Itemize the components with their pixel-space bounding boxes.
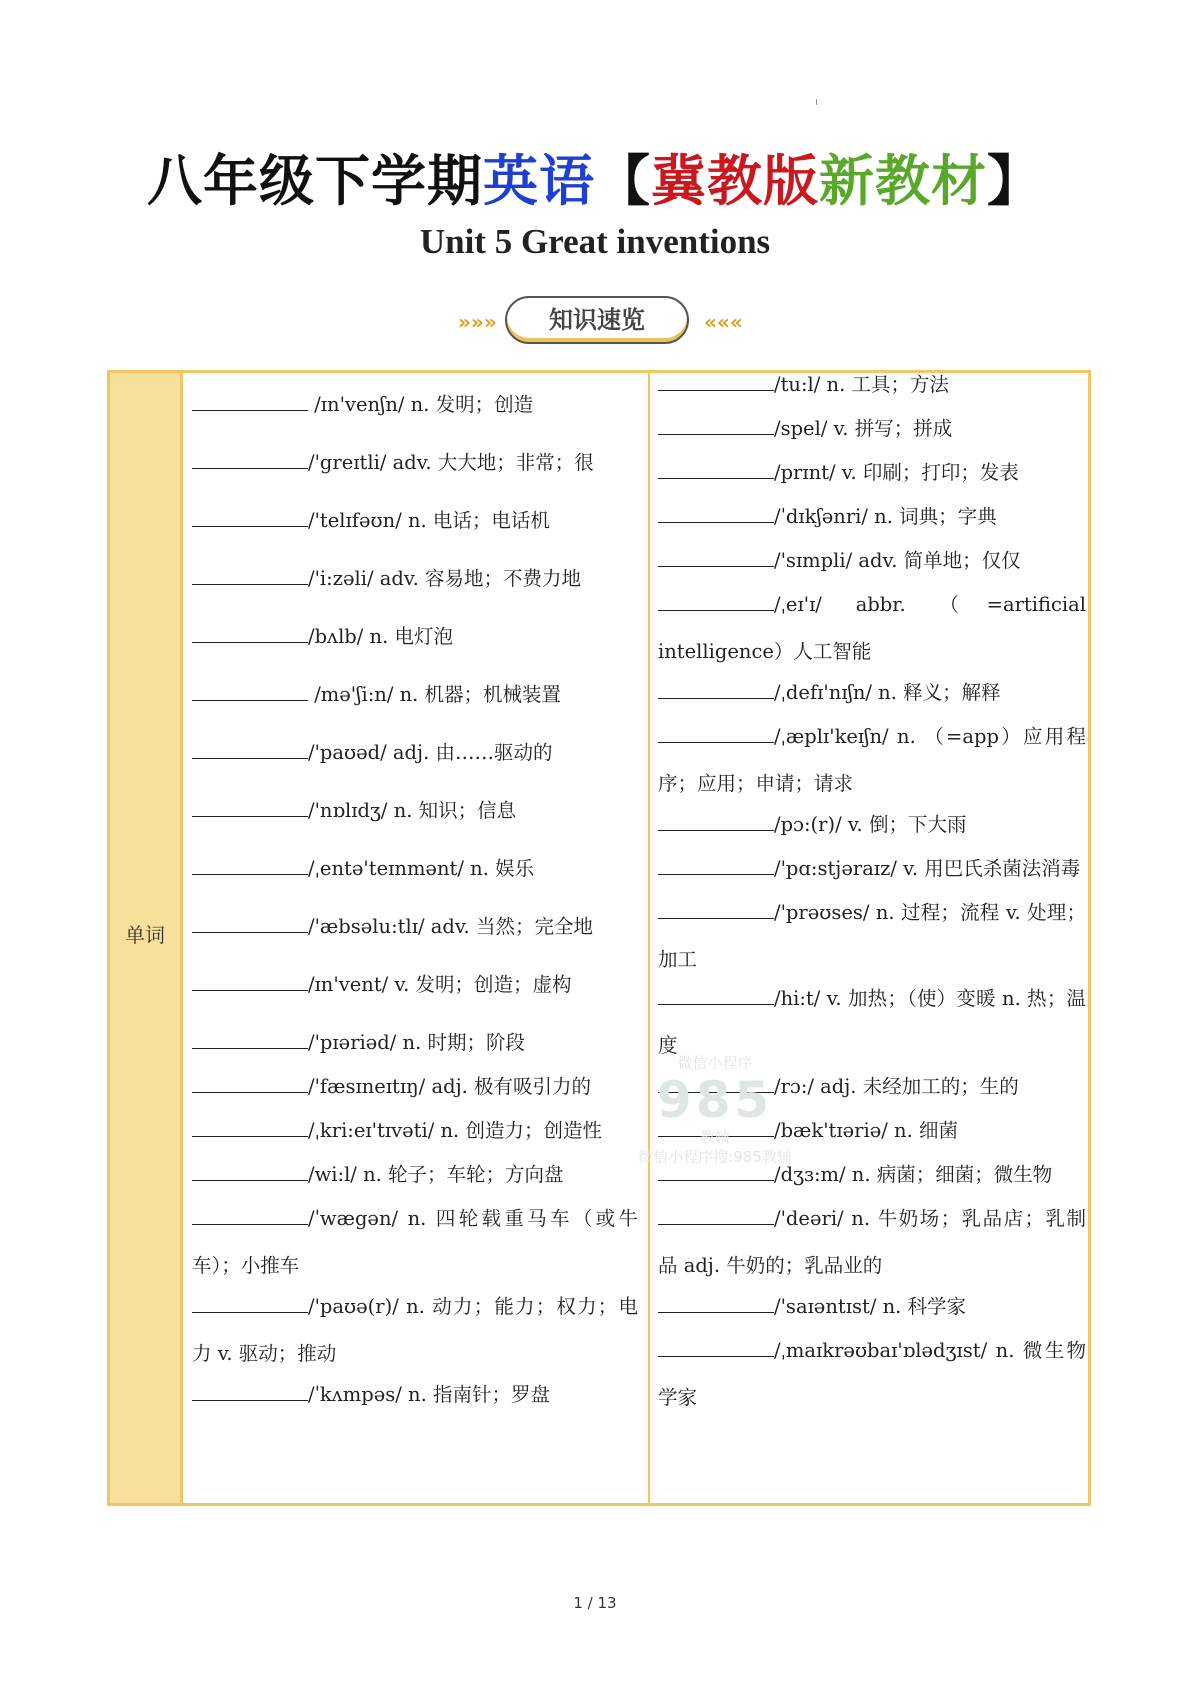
word-entry <box>192 1151 638 1198</box>
answer-blank[interactable] <box>658 592 774 611</box>
word-entry <box>192 497 638 544</box>
word-definition: /tu:l/ n. 工具；方法 <box>774 373 949 396</box>
answer-blank[interactable] <box>658 900 774 919</box>
answer-blank[interactable] <box>192 392 308 411</box>
word-entry <box>658 1195 1086 1289</box>
answer-blank[interactable] <box>192 1118 308 1137</box>
word-entry <box>192 1195 638 1289</box>
word-definition: /'fæsɪneɪtɪŋ/ adj. 极有吸引力的 <box>308 1075 592 1098</box>
answer-blank[interactable] <box>192 624 308 643</box>
word-definition: /pɔ:(r)/ v. 倒；下大雨 <box>774 813 967 836</box>
word-entry <box>192 439 638 486</box>
answer-blank[interactable] <box>192 798 308 817</box>
header-tick-mark <box>816 99 817 105</box>
word-entry <box>192 729 638 776</box>
page-number: 1 / 13 <box>573 1594 617 1612</box>
vocabulary-table <box>107 370 1091 1506</box>
word-definition: /ˌmaɪkrəʊbaɪ'ɒlədʒɪst/ n. 微生物学家 <box>658 1339 1086 1409</box>
word-entry <box>658 449 1086 496</box>
answer-blank[interactable] <box>192 1162 308 1181</box>
answer-blank[interactable] <box>658 372 774 391</box>
word-entry <box>192 1107 638 1154</box>
word-entry <box>658 361 1086 408</box>
word-entry <box>658 537 1086 584</box>
word-entry <box>192 1371 638 1418</box>
word-definition: /ɪn'vent/ v. 发明；创造；虚构 <box>308 973 572 996</box>
watermark-logo: 微信小程序 985 教辅 微信小程序搜:985教辅 <box>638 1054 792 1166</box>
word-definition: /'prəʊses/ n. 过程；流程 v. 处理；加工 <box>658 901 1086 971</box>
answer-blank[interactable] <box>658 856 774 875</box>
answer-blank[interactable] <box>192 1030 308 1049</box>
answer-blank[interactable] <box>658 548 774 567</box>
word-definition: /'pɪəriəd/ n. 时期；阶段 <box>308 1031 525 1054</box>
word-definition: /ˌæplɪ'keɪʃn/ n. （=app）应用程序；应用；申请；请求 <box>658 725 1086 795</box>
word-definition: /'deəri/ n. 牛奶场；乳品店；乳制品 adj. 牛奶的；乳品业的 <box>658 1207 1086 1277</box>
word-entry <box>192 1019 638 1066</box>
answer-blank[interactable] <box>658 416 774 435</box>
title-part: 冀教版 <box>651 149 820 213</box>
word-entry <box>658 1107 1086 1154</box>
word-entry <box>192 845 638 892</box>
answer-blank[interactable] <box>192 1074 308 1093</box>
word-definition: /ˌentə'teɪnmənt/ n. 娱乐 <box>308 857 535 880</box>
answer-blank[interactable] <box>192 856 308 875</box>
word-definition: /ˈkʌmpəs/ n. 指南针；罗盘 <box>308 1383 551 1406</box>
word-entry <box>192 555 638 602</box>
word-definition: /ˌkri:eɪ'tɪvəti/ n. 创造力；创造性 <box>308 1119 602 1142</box>
word-entry <box>658 1151 1086 1198</box>
answer-blank[interactable] <box>658 504 774 523</box>
title-part: 英语 <box>482 149 595 213</box>
word-entry <box>658 845 1086 892</box>
word-entry <box>658 801 1086 848</box>
word-entry <box>192 671 638 718</box>
category-cell <box>110 373 183 1503</box>
section-header <box>0 296 1190 352</box>
word-definition: /wi:l/ n. 轮子；车轮；方向盘 <box>308 1163 564 1186</box>
word-entry <box>658 581 1086 675</box>
answer-blank[interactable] <box>192 972 308 991</box>
word-definition: /'sɪmpli/ adv. 简单地；仅仅 <box>774 549 1021 572</box>
word-entry <box>192 961 638 1008</box>
category-label: 单词 <box>125 923 165 947</box>
answer-blank[interactable] <box>192 450 308 469</box>
word-definition: /rɔ:/ adj. 未经加工的；生的 <box>774 1075 1019 1098</box>
word-definition: /ˌeɪ'ɪ/ abbr. （=artificial intelligence）人工智能 <box>658 593 1086 663</box>
word-entry <box>658 1327 1086 1421</box>
answer-blank[interactable] <box>658 1118 774 1137</box>
page-title <box>0 148 1190 214</box>
title-part: 【 <box>594 149 651 213</box>
answer-blank[interactable] <box>658 460 774 479</box>
word-entry <box>658 1063 1086 1110</box>
word-definition: /'paʊə(r)/ n. 动力；能力；权力；电力 v. 驱动；推动 <box>192 1295 638 1365</box>
unit-subtitle: Unit 5 Great inventions <box>419 222 771 261</box>
word-entry <box>658 713 1086 807</box>
word-definition: /'i:zəli/ adv. 容易地；不费力地 <box>308 567 582 590</box>
word-definition: /dʒɜ:m/ n. 病菌；细菌；微生物 <box>774 1163 1053 1186</box>
answer-blank[interactable] <box>658 1074 774 1093</box>
answer-blank[interactable] <box>192 566 308 585</box>
word-definition: /'greɪtli/ adv. 大大地；非常；很 <box>308 451 594 474</box>
word-entry <box>658 669 1086 716</box>
answer-blank[interactable] <box>192 1382 308 1401</box>
word-entry <box>192 381 638 428</box>
word-entry <box>192 1063 638 1110</box>
answer-blank[interactable] <box>192 1206 308 1225</box>
answer-blank[interactable] <box>658 812 774 831</box>
word-entry <box>658 975 1086 1069</box>
word-definition: /'paʊəd/ adj. 由……驱动的 <box>308 741 553 764</box>
answer-blank[interactable] <box>658 724 774 743</box>
word-entry <box>192 787 638 834</box>
title-part: 新教材 <box>819 149 988 213</box>
answer-blank[interactable] <box>192 508 308 527</box>
answer-blank[interactable] <box>192 682 308 701</box>
word-definition: /hi:t/ v. 加热；（使）变暖 n. 热；温度 <box>658 987 1086 1057</box>
word-definition: /'pɑ:stjəraɪz/ v. 用巴氏杀菌法消毒 <box>774 857 1081 880</box>
title-part: 八年级下学期 <box>146 149 483 213</box>
word-definition: /'telɪfəʊn/ n. 电话；电话机 <box>308 509 550 532</box>
answer-blank[interactable] <box>192 1294 308 1313</box>
answer-blank[interactable] <box>658 1338 774 1357</box>
word-definition: /spel/ v. 拼写；拼成 <box>774 417 953 440</box>
title-part: 】 <box>987 149 1044 213</box>
answer-blank[interactable] <box>658 1206 774 1225</box>
word-definition: /bʌlb/ n. 电灯泡 <box>308 625 454 648</box>
section-badge: 知识速览 <box>505 296 689 344</box>
word-entry <box>192 903 638 950</box>
word-entry <box>658 1283 1086 1330</box>
word-entry <box>658 405 1086 452</box>
word-definition: /ˈwægən/ n. 四轮载重马车（或牛车）；小推车 <box>192 1207 638 1277</box>
word-definition: /ɪn'venʃn/ n. 发明；创造 <box>308 393 534 416</box>
word-definition: /mə'ʃi:n/ n. 机器；机械装置 <box>308 683 562 706</box>
word-definition: /bæk'tɪəriə/ n. 细菌 <box>774 1119 958 1142</box>
answer-blank[interactable] <box>658 1294 774 1313</box>
chevron-right-icon: »»» <box>458 310 497 334</box>
word-definition: /ˈdɪkʃənri/ n. 词典；字典 <box>774 505 997 528</box>
word-definition: /'æbsəlu:tlɪ/ adv. 当然；完全地 <box>308 915 593 938</box>
chevron-left-icon: ««« <box>704 310 743 334</box>
answer-blank[interactable] <box>658 986 774 1005</box>
word-definition: /'nɒlɪdʒ/ n. 知识；信息 <box>308 799 517 822</box>
word-entry <box>658 493 1086 540</box>
word-entry <box>192 613 638 660</box>
answer-blank[interactable] <box>658 680 774 699</box>
word-definition: /ˌdefɪ'nɪʃn/ n. 释义；解释 <box>774 681 1001 704</box>
column-divider <box>648 373 650 1503</box>
word-definition: /'saɪəntɪst/ n. 科学家 <box>774 1295 967 1318</box>
word-entry <box>192 1283 638 1377</box>
answer-blank[interactable] <box>192 914 308 933</box>
word-entry <box>658 889 1086 983</box>
answer-blank[interactable] <box>658 1162 774 1181</box>
answer-blank[interactable] <box>192 740 308 759</box>
word-definition: /prɪnt/ v. 印刷；打印；发表 <box>774 461 1019 484</box>
